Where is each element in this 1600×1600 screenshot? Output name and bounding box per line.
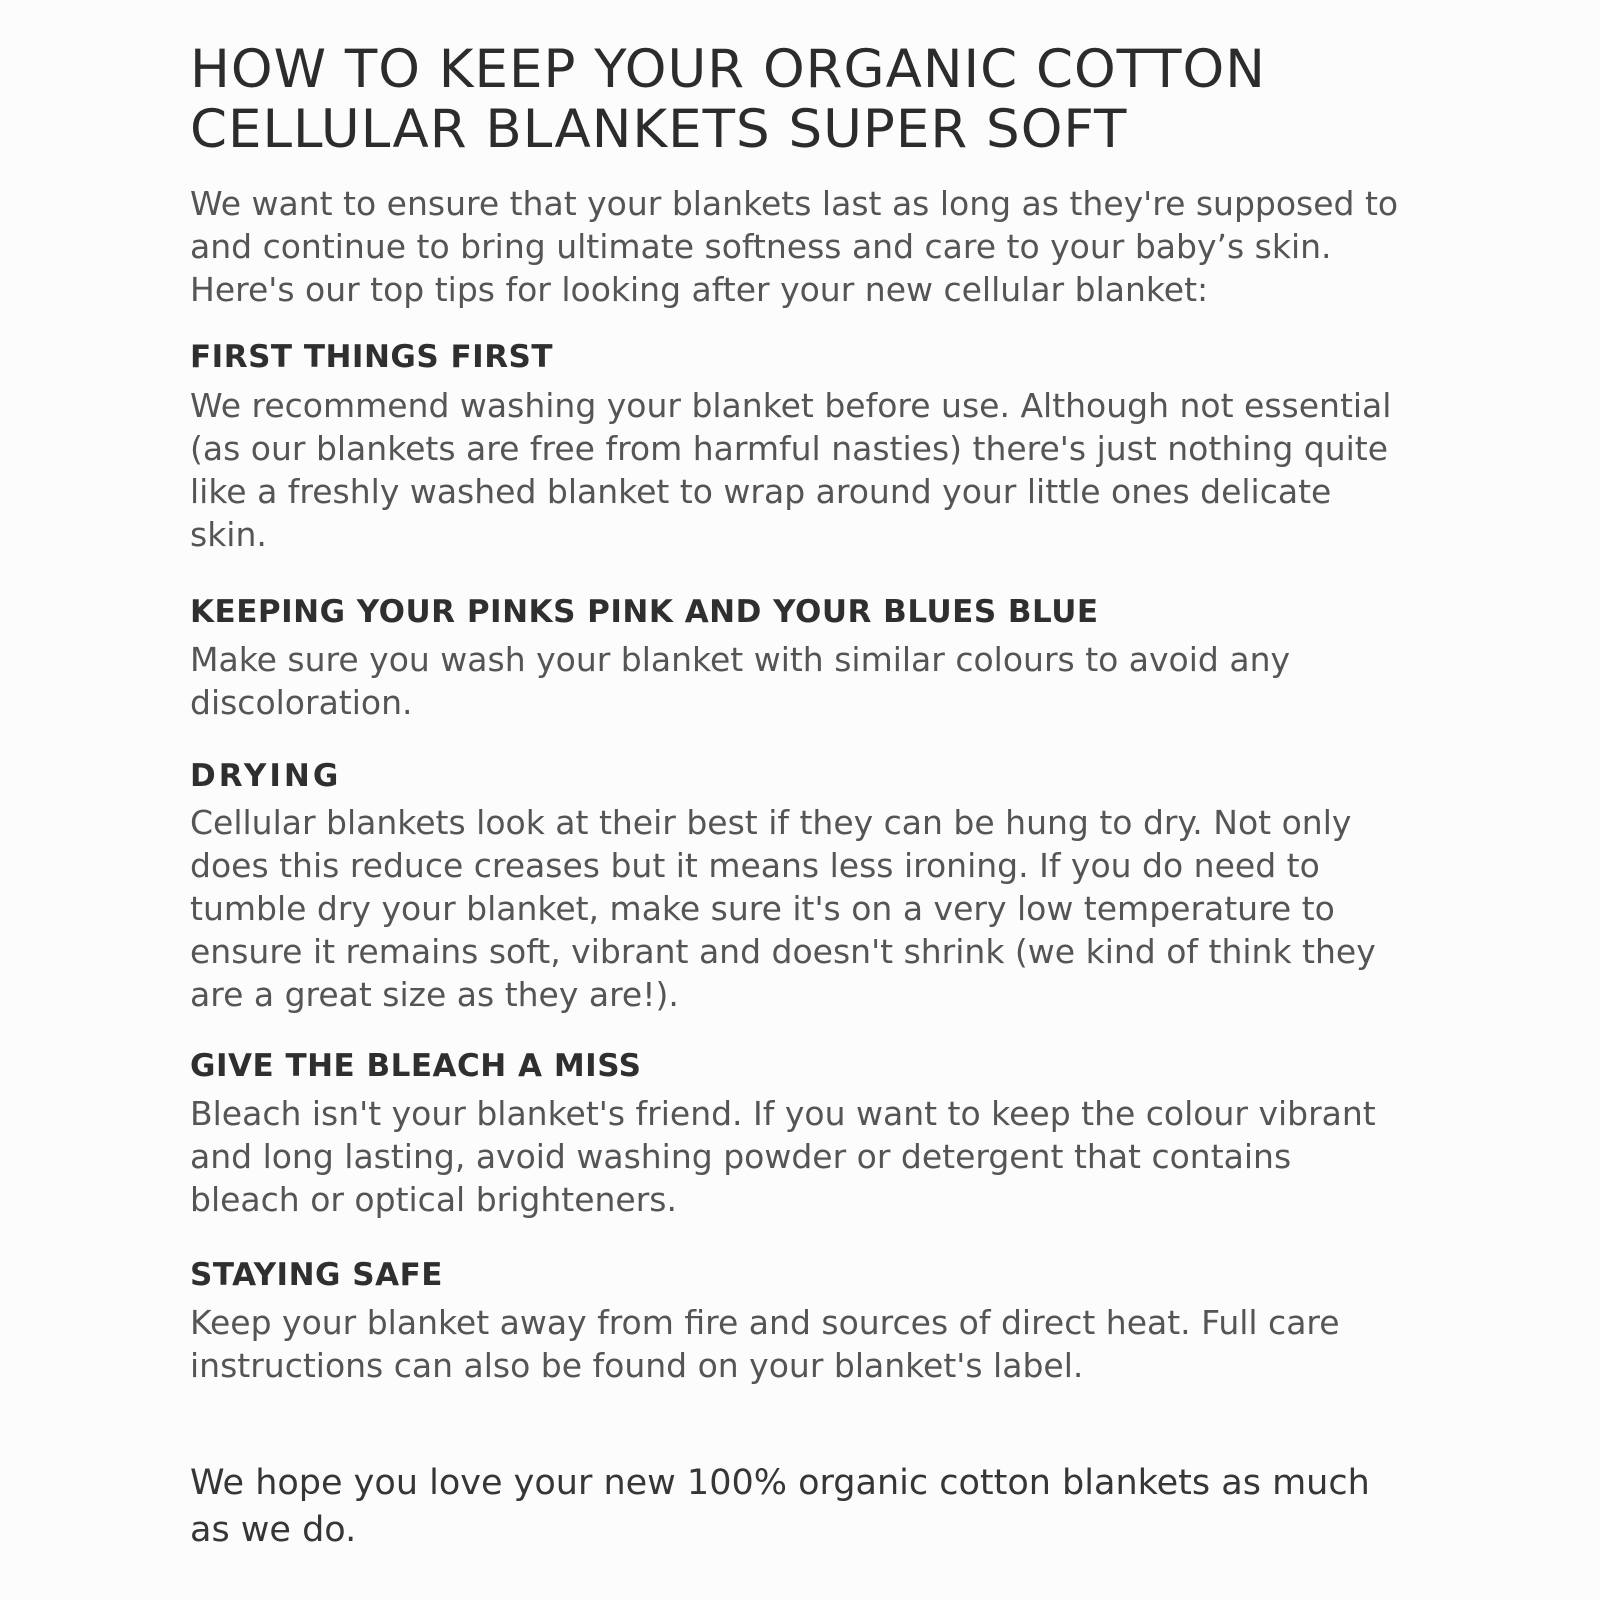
intro-paragraph: We want to ensure that your blankets last as long as they're supposed to and continue to bring ultimate softness and care to your baby’s skin. Here's our top tips for looking after your new cellular blanket:: [190, 184, 1409, 309]
section-body-bleach: Bleach isn't your blanket's friend. If you want to keep the colour vibrant and long lasting, avoid washing powder or detergent that contains bleach or optical brighteners.: [190, 1094, 1376, 1219]
closing-paragraph: We hope you love your new 100% organic cotton blankets as much as we do.: [190, 1463, 1370, 1550]
section-body-drying: Cellular blankets look at their best if they can be hung to dry. Not only does this reduce creases but it means less ironing. If you do need to tumble dry your blanket, make sure it's on a very low temperature to ensure it remains soft, vibrant and doesn't shrink (we kind of think they are a great size as they are!).: [190, 803, 1376, 1014]
section-body-pinks-and-blues: Make sure you wash your blanket with similar colours to avoid any discoloration.: [190, 640, 1291, 722]
section-body-first-things-first: We recommend washing your blanket before use. Although not essential (as our blankets are free from harmful nasties) there's just nothing quite like a freshly washed blanket to wrap around your little ones delicate skin.: [190, 386, 1392, 554]
section-heading-bleach: GIVE THE BLEACH A MISS: [190, 1048, 642, 1084]
section-heading-drying: DRYING: [190, 758, 342, 794]
section-heading-staying-safe: STAYING SAFE: [190, 1257, 443, 1293]
page-title: HOW TO KEEP YOUR ORGANIC COTTON CELLULAR BLANKETS SUPER SOFT: [190, 39, 1266, 160]
section-body-staying-safe: Keep your blanket away from fire and sources of direct heat. Full care instructions can also be found on your blanket's label.: [190, 1303, 1340, 1385]
section-heading-first-things-first: FIRST THINGS FIRST: [190, 339, 554, 375]
section-heading-pinks-and-blues: KEEPING YOUR PINKS PINK AND YOUR BLUES BLUE: [190, 594, 1099, 630]
